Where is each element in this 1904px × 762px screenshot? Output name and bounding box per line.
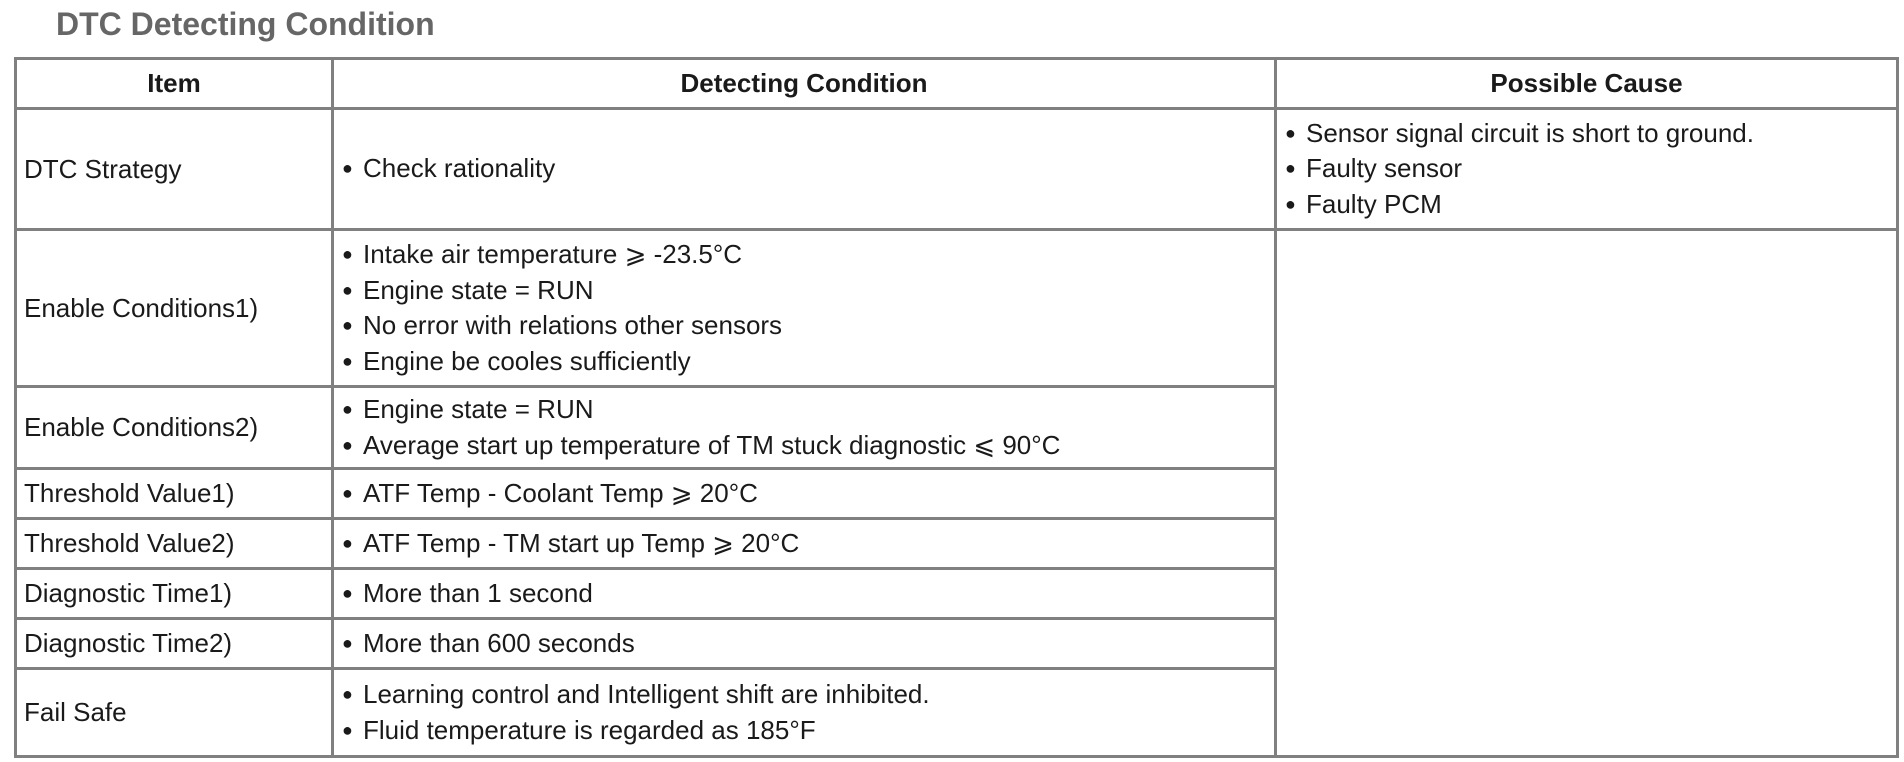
row-item-label: Threshold Value2) (16, 519, 333, 569)
condition-bullet: ● ATF Temp - Coolant Temp ⩾ 20°C (341, 476, 1267, 512)
table-header-row (16, 59, 1898, 109)
header-item: Item (16, 59, 333, 109)
row-conditions (333, 519, 1276, 569)
row-item-label: Enable Conditions1) (16, 230, 333, 387)
condition-bullet: ● Intake air temperature ⩾ -23.5°C (341, 237, 1267, 273)
row-item-label: Threshold Value1) (16, 469, 333, 519)
condition-bullet: ● Engine state = RUN (341, 273, 1267, 309)
row-conditions (333, 230, 1276, 387)
condition-bullet: ● Learning control and Intelligent shift are inhibited. (341, 677, 1267, 713)
condition-bullet: ● No error with relations other sensors (341, 308, 1267, 344)
page-title: DTC Detecting Condition (56, 6, 435, 42)
row-conditions (333, 109, 1276, 230)
dtc-table (14, 57, 1899, 758)
possible-cause-empty-cell (1276, 230, 1898, 757)
condition-bullet: ● More than 1 second (341, 576, 1267, 612)
possible-cause-cell (1276, 109, 1898, 230)
condition-bullet: ● Check rationality (341, 151, 1267, 187)
row-conditions (333, 669, 1276, 757)
header-detecting-condition: Detecting Condition (333, 59, 1276, 109)
condition-bullet: ● Engine state = RUN (341, 392, 1267, 428)
cause-bullet: ● Faulty sensor (1284, 151, 1889, 187)
table-row (16, 230, 1898, 387)
row-item-label: DTC Strategy (16, 109, 333, 230)
condition-bullet: ● Fluid temperature is regarded as 185°F (341, 713, 1267, 749)
row-conditions (333, 569, 1276, 619)
row-item-label: Enable Conditions2) (16, 387, 333, 469)
row-conditions (333, 469, 1276, 519)
table-row (16, 109, 1898, 230)
row-item-label: Fail Safe (16, 669, 333, 757)
row-conditions (333, 619, 1276, 669)
row-item-label: Diagnostic Time1) (16, 569, 333, 619)
cause-bullet: ● Faulty PCM (1284, 187, 1889, 223)
condition-bullet: ● Average start up temperature of TM stuck diagnostic ⩽ 90°C (341, 428, 1267, 464)
condition-bullet: ● Engine be cooles sufficiently (341, 344, 1267, 380)
condition-bullet: ● ATF Temp - TM start up Temp ⩾ 20°C (341, 526, 1267, 562)
header-possible-cause: Possible Cause (1276, 59, 1898, 109)
row-conditions (333, 387, 1276, 469)
row-item-label: Diagnostic Time2) (16, 619, 333, 669)
condition-bullet: ● More than 600 seconds (341, 626, 1267, 662)
cause-bullet: ● Sensor signal circuit is short to ground. (1284, 116, 1889, 152)
